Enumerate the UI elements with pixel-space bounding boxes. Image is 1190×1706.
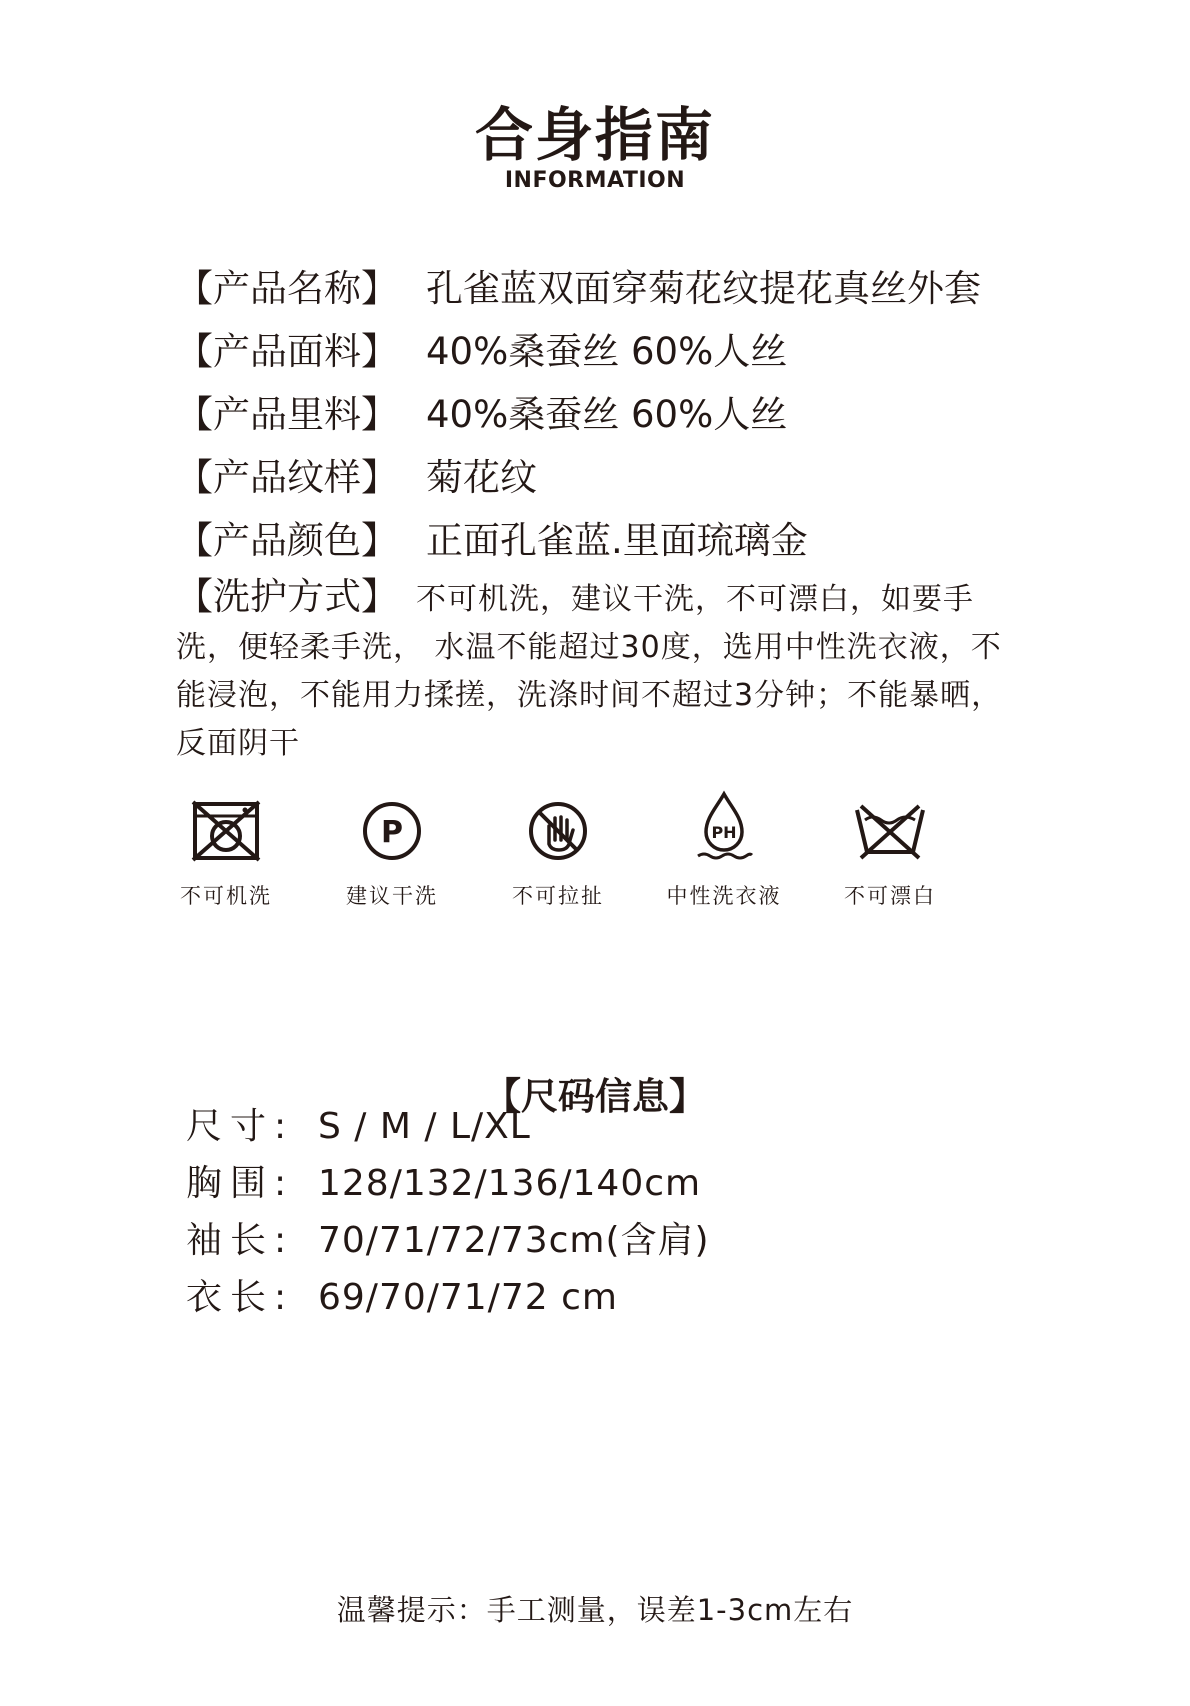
info-value: 菊花纹 (426, 456, 537, 499)
care-text: 不可机洗，建议干洗，不可漂白，如要手洗，便轻柔手洗， 水温不能超过30度，选用中性洗衣液，不能浸泡，不能用力揉搓，洗涤时间不超过3分钟；不能暴晒，反面阴干 (176, 582, 1003, 761)
info-row-lining (176, 384, 787, 438)
info-value: 40%桑蚕丝 60%人丝 (426, 393, 788, 436)
care-icons (0, 815, 1190, 978)
care-icon-item (156, 800, 296, 910)
svg-text:PH: PH (711, 823, 737, 842)
care-icon-label: 不可拉扯 (512, 884, 604, 908)
no-pulling-icon (488, 800, 628, 862)
info-label: 【产品纹样】 (176, 456, 398, 499)
size-section-title: 【尺码信息】 (484, 1075, 706, 1118)
info-label: 【产品里料】 (176, 393, 398, 436)
size-value: 70/71/72/73cm(含肩) (318, 1220, 710, 1261)
info-row-name (176, 258, 981, 312)
measurement-tip: 温馨提示：手工测量，误差1-3cm左右 (336, 1593, 854, 1627)
size-label: 衣长: (186, 1277, 295, 1318)
size-value: S / M / L/XL (318, 1106, 531, 1147)
care-icon-item (820, 800, 960, 910)
neutral-ph-detergent-icon (654, 790, 794, 862)
no-bleach-icon (820, 800, 960, 862)
size-value: 69/70/71/72 cm (318, 1277, 618, 1318)
care-icon-label: 不可机洗 (180, 884, 272, 908)
care-icon-label: 不可漂白 (844, 884, 936, 908)
info-label: 【产品名称】 (176, 267, 398, 310)
care-icon-item (654, 790, 794, 910)
care-label: 【洗护方式】 (176, 575, 398, 618)
care-icon-item (488, 800, 628, 910)
no-machine-wash-icon (156, 800, 296, 862)
info-value: 孔雀蓝双面穿菊花纹提花真丝外套 (426, 267, 981, 310)
dry-clean-icon (322, 800, 462, 862)
size-label: 胸围: (186, 1163, 295, 1204)
page-title: 合身指南 (474, 101, 715, 169)
info-value: 正面孔雀蓝.里面琉璃金 (426, 519, 808, 562)
size-value: 128/132/136/140cm (318, 1163, 702, 1204)
care-icon-label: 建议干洗 (346, 884, 438, 908)
care-icon-item (322, 800, 462, 910)
page-subtitle: INFORMATION (504, 168, 686, 193)
info-row-color (176, 510, 808, 564)
info-row-pattern (176, 447, 537, 501)
size-row (186, 1098, 531, 1149)
info-label: 【产品面料】 (176, 330, 398, 373)
info-row-fabric (176, 321, 787, 375)
size-row (186, 1155, 701, 1206)
size-row (186, 1269, 618, 1320)
care-instructions (176, 573, 1016, 768)
size-label: 袖长: (186, 1220, 295, 1261)
svg-text:P: P (381, 815, 403, 850)
size-label: 尺寸: (186, 1106, 295, 1147)
info-value: 40%桑蚕丝 60%人丝 (426, 330, 788, 373)
care-icon-label: 中性洗衣液 (666, 884, 782, 908)
size-row (186, 1212, 710, 1263)
info-label: 【产品颜色】 (176, 519, 398, 562)
